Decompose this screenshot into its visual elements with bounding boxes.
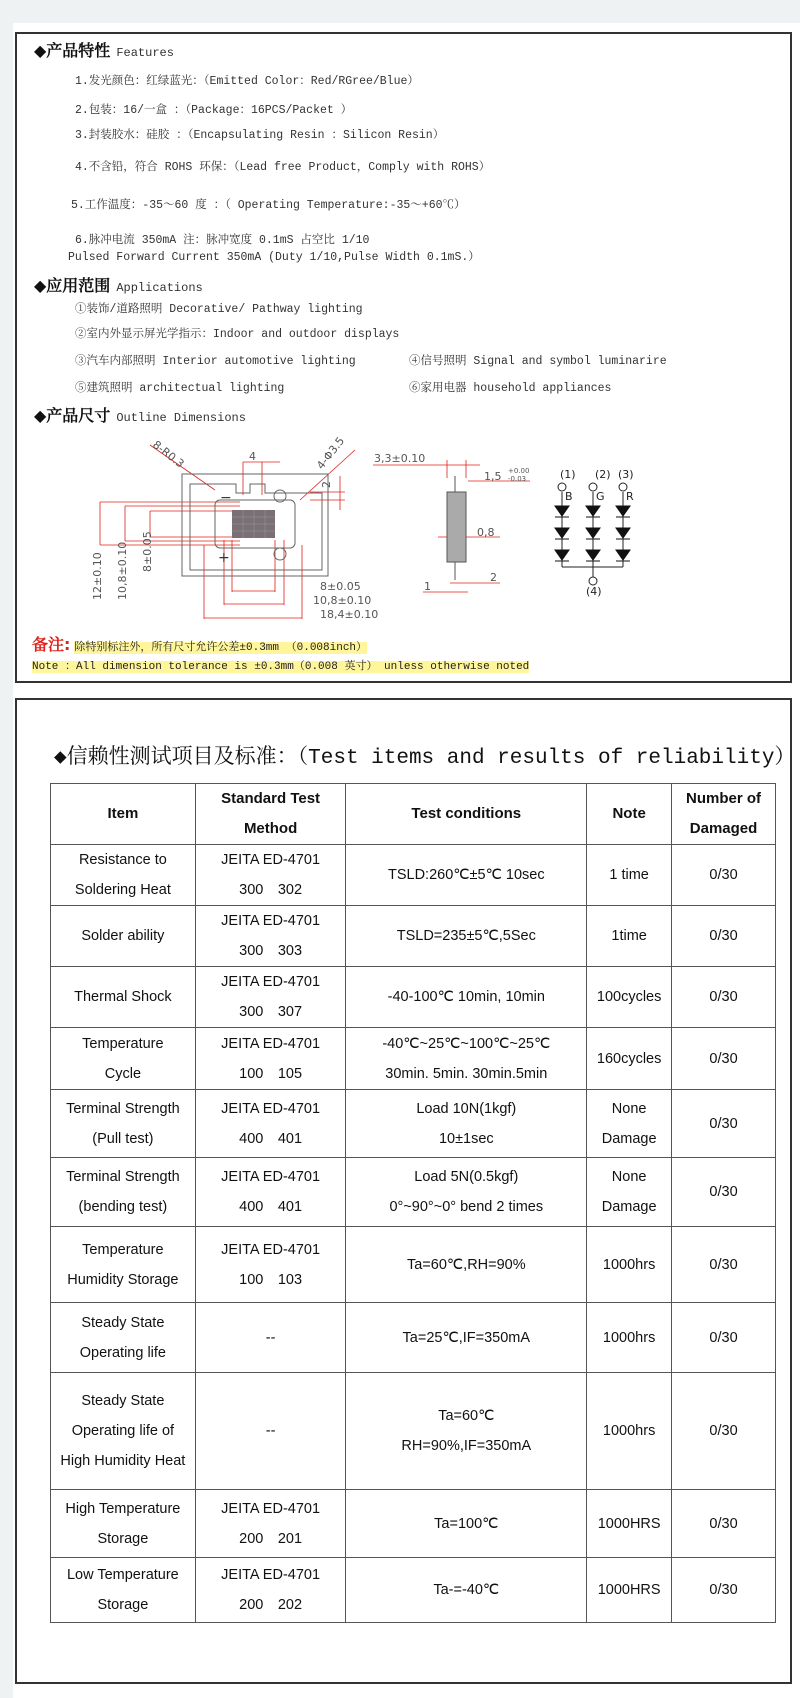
cell-item: Temperature Cycle [51, 1028, 196, 1090]
cell-damaged: 0/30 [672, 1373, 776, 1490]
table-row [51, 1028, 776, 1090]
cell-damaged: 0/30 [672, 1490, 776, 1558]
cell-item: Terminal Strength (Pull test) [51, 1090, 196, 1158]
dim-side-1: 1 [424, 580, 431, 593]
feature-item: Pulsed Forward Current 350mA (Duty 1/10,Pulse Width 0.1mS.） [68, 251, 480, 264]
cell-note: 1000HRS [587, 1490, 672, 1558]
cell-conditions: Ta=60℃,RH=90% [346, 1227, 587, 1303]
cell-item: Steady State Operating life of High Humidity Heat [51, 1373, 196, 1490]
cell-note: 1000hrs [587, 1303, 672, 1373]
dim-pad-width: 4 [249, 450, 256, 463]
cell-method: JEITA ED-4701 300 303 [195, 906, 346, 967]
header-damaged: Number of Damaged [672, 784, 776, 845]
dim-height-8: 8±0.05 [141, 531, 154, 572]
cell-damaged: 0/30 [672, 1158, 776, 1227]
diode-symbols [555, 506, 630, 561]
dim-width-8: 8±0.05 [320, 580, 361, 593]
cell-note: 1000hrs [587, 1227, 672, 1303]
cell-method: JEITA ED-4701 100 103 [195, 1227, 346, 1303]
cell-damaged: 0/30 [672, 967, 776, 1028]
diode-icon [616, 528, 630, 539]
cell-damaged: 0/30 [672, 1303, 776, 1373]
dim-height-12: 12±0.10 [91, 552, 104, 600]
cell-damaged: 0/30 [672, 1090, 776, 1158]
cell-damaged: 0/30 [672, 845, 776, 906]
dim-tol-up: +0.00 [508, 467, 530, 475]
dim-hole: 4-Φ3.5 [314, 434, 348, 472]
application-item: ⑤建筑照明 architectual lighting [75, 382, 285, 395]
features-heading: ◆产品特性 Features [34, 41, 174, 60]
note-cn: 备注: 除特别标注外，所有尺寸允许公差±0.3mm （0.008inch） [32, 635, 368, 654]
table-row [51, 906, 776, 967]
dim-0-8: 0,8 [477, 526, 495, 539]
dim-1-5: 1,5 [484, 470, 502, 483]
color-blue: B [565, 490, 573, 503]
cell-item: Resistance to Soldering Heat [51, 845, 196, 906]
cell-damaged: 0/30 [672, 1227, 776, 1303]
application-item: ②室内外显示屏光学指示：Indoor and outdoor displays [75, 328, 400, 341]
diode-icon [616, 506, 630, 517]
cell-note: 1000hrs [587, 1373, 672, 1490]
cell-item: Steady State Operating life [51, 1303, 196, 1373]
application-item: ①装饰/道路照明 Decorative/ Pathway lighting [75, 303, 363, 316]
dim-tol-down: -0.03 [508, 475, 527, 483]
cell-method: JEITA ED-4701 100 105 [195, 1028, 346, 1090]
dim-2: 2 [320, 481, 333, 488]
header-item: Item [51, 784, 196, 845]
cell-method: JEITA ED-4701 200 202 [195, 1558, 346, 1623]
table-row [51, 1303, 776, 1373]
cell-conditions: TSLD:260℃±5℃ 10sec [346, 845, 587, 906]
cell-note: None Damage [587, 1158, 672, 1227]
application-item: ④信号照明 Signal and symbol luminarire [409, 355, 667, 368]
feature-item: 5.工作温度：-35～60 度 ：（ Operating Temperature:-35～+60℃） [71, 199, 466, 212]
cell-damaged: 0/30 [672, 1558, 776, 1623]
outline-heading: ◆产品尺寸 Outline Dimensions [34, 406, 246, 425]
cell-method: JEITA ED-4701 300 307 [195, 967, 346, 1028]
dim-width-10-8: 10,8±0.10 [313, 594, 372, 607]
feature-item: 1.发光颜色：红绿蓝光：（Emitted Color：Red/RGree/Blue） [75, 75, 419, 88]
cell-method: -- [195, 1373, 346, 1490]
cell-conditions: Load 5N(0.5kgf) 0°~90°~0° bend 2 times [346, 1158, 587, 1227]
table-row [51, 1227, 776, 1303]
cell-item: High Temperature Storage [51, 1490, 196, 1558]
cell-method: JEITA ED-4701 300 302 [195, 845, 346, 906]
table-row [51, 1158, 776, 1227]
cell-conditions: Load 10N(1kgf) 10±1sec [346, 1090, 587, 1158]
cell-damaged: 0/30 [672, 906, 776, 967]
cell-item: Thermal Shock [51, 967, 196, 1028]
outline-dimension-drawing [0, 0, 800, 640]
table-row [51, 1373, 776, 1490]
cell-conditions: TSLD=235±5℃,5Sec [346, 906, 587, 967]
feature-item: 6.脉冲电流 350mA 注：脉冲宽度 0.1mS 占空比 1/10 [75, 234, 370, 247]
cell-item: Terminal Strength (bending test) [51, 1158, 196, 1227]
diode-icon [586, 528, 600, 539]
dim-width-18-4: 18,4±0.10 [320, 608, 379, 621]
diode-icon [555, 550, 569, 561]
cell-note: 160cycles [587, 1028, 672, 1090]
diode-icon [555, 506, 569, 517]
cell-item: Low Temperature Storage [51, 1558, 196, 1623]
cell-conditions: -40-100℃ 10min, 10min [346, 967, 587, 1028]
pin-1: (1) [560, 468, 576, 481]
cell-note: 1time [587, 906, 672, 967]
diode-icon [616, 550, 630, 561]
cell-conditions: Ta=25℃,IF=350mA [346, 1303, 587, 1373]
cell-method: JEITA ED-4701 400 401 [195, 1090, 346, 1158]
cell-conditions: -40℃~25℃~100℃~25℃ 30min. 5min. 30min.5min [346, 1028, 587, 1090]
cell-item: Temperature Humidity Storage [51, 1227, 196, 1303]
cell-method: JEITA ED-4701 200 201 [195, 1490, 346, 1558]
cell-conditions: Ta=60℃ RH=90%,IF=350mA [346, 1373, 587, 1490]
table-row [51, 1090, 776, 1158]
table-row [51, 1490, 776, 1558]
feature-item: 4.不含铅，符合 ROHS 环保：（Lead free Product，Comply with ROHS） [75, 161, 491, 174]
cell-note: 1 time [587, 845, 672, 906]
diode-icon [555, 528, 569, 539]
diode-icon [586, 550, 600, 561]
plus-sign: + [218, 550, 230, 566]
pin-3: (3) [618, 468, 634, 481]
application-item: ③汽车内部照明 Interior automotive lighting [75, 355, 356, 368]
feature-item: 3.封装胶水：硅胶 ：（Encapsulating Resin ：Silicon Resin） [75, 129, 445, 142]
header-note: Note [587, 784, 672, 845]
note-en: Note ：All dimension tolerance is ±0.3mm（0.008 英寸） unless otherwise noted [32, 661, 530, 673]
cell-method: JEITA ED-4701 400 401 [195, 1158, 346, 1227]
header-method: Standard Test Method [195, 784, 346, 845]
pin-2: (2) [595, 468, 611, 481]
minus-sign: − [220, 490, 232, 506]
table-row [51, 845, 776, 906]
led-package-side-view [447, 476, 466, 580]
reliability-title: ◆信赖性测试项目及标准：（Test items and results of reliability） [54, 747, 796, 770]
application-item: ⑥家用电器 household appliances [409, 382, 612, 395]
cell-conditions: Ta-=-40℃ [346, 1558, 587, 1623]
cell-damaged: 0/30 [672, 1028, 776, 1090]
dim-side-2: 2 [490, 571, 497, 584]
header-conditions: Test conditions [346, 784, 587, 845]
cell-note: None Damage [587, 1090, 672, 1158]
cell-note: 100cycles [587, 967, 672, 1028]
feature-item: 2.包装：16/一盒 ：（Package：16PCS/Packet ） [75, 104, 353, 117]
dim-thickness: 3,3±0.10 [374, 452, 426, 465]
dim-radius: 8-R0.3 [150, 438, 187, 471]
applications-heading: ◆应用范围 Applications [34, 276, 203, 295]
dim-height-10-8: 10,8±0.10 [116, 541, 129, 600]
diode-icon [586, 506, 600, 517]
pin-4: (4) [586, 585, 602, 598]
cell-item: Solder ability [51, 906, 196, 967]
reliability-table [50, 783, 776, 1623]
color-green: G [596, 490, 605, 503]
cell-note: 1000HRS [587, 1558, 672, 1623]
cell-conditions: Ta=100℃ [346, 1490, 587, 1558]
table-row [51, 967, 776, 1028]
cell-method: -- [195, 1303, 346, 1373]
color-red: R [626, 490, 634, 503]
table-row [51, 1558, 776, 1623]
